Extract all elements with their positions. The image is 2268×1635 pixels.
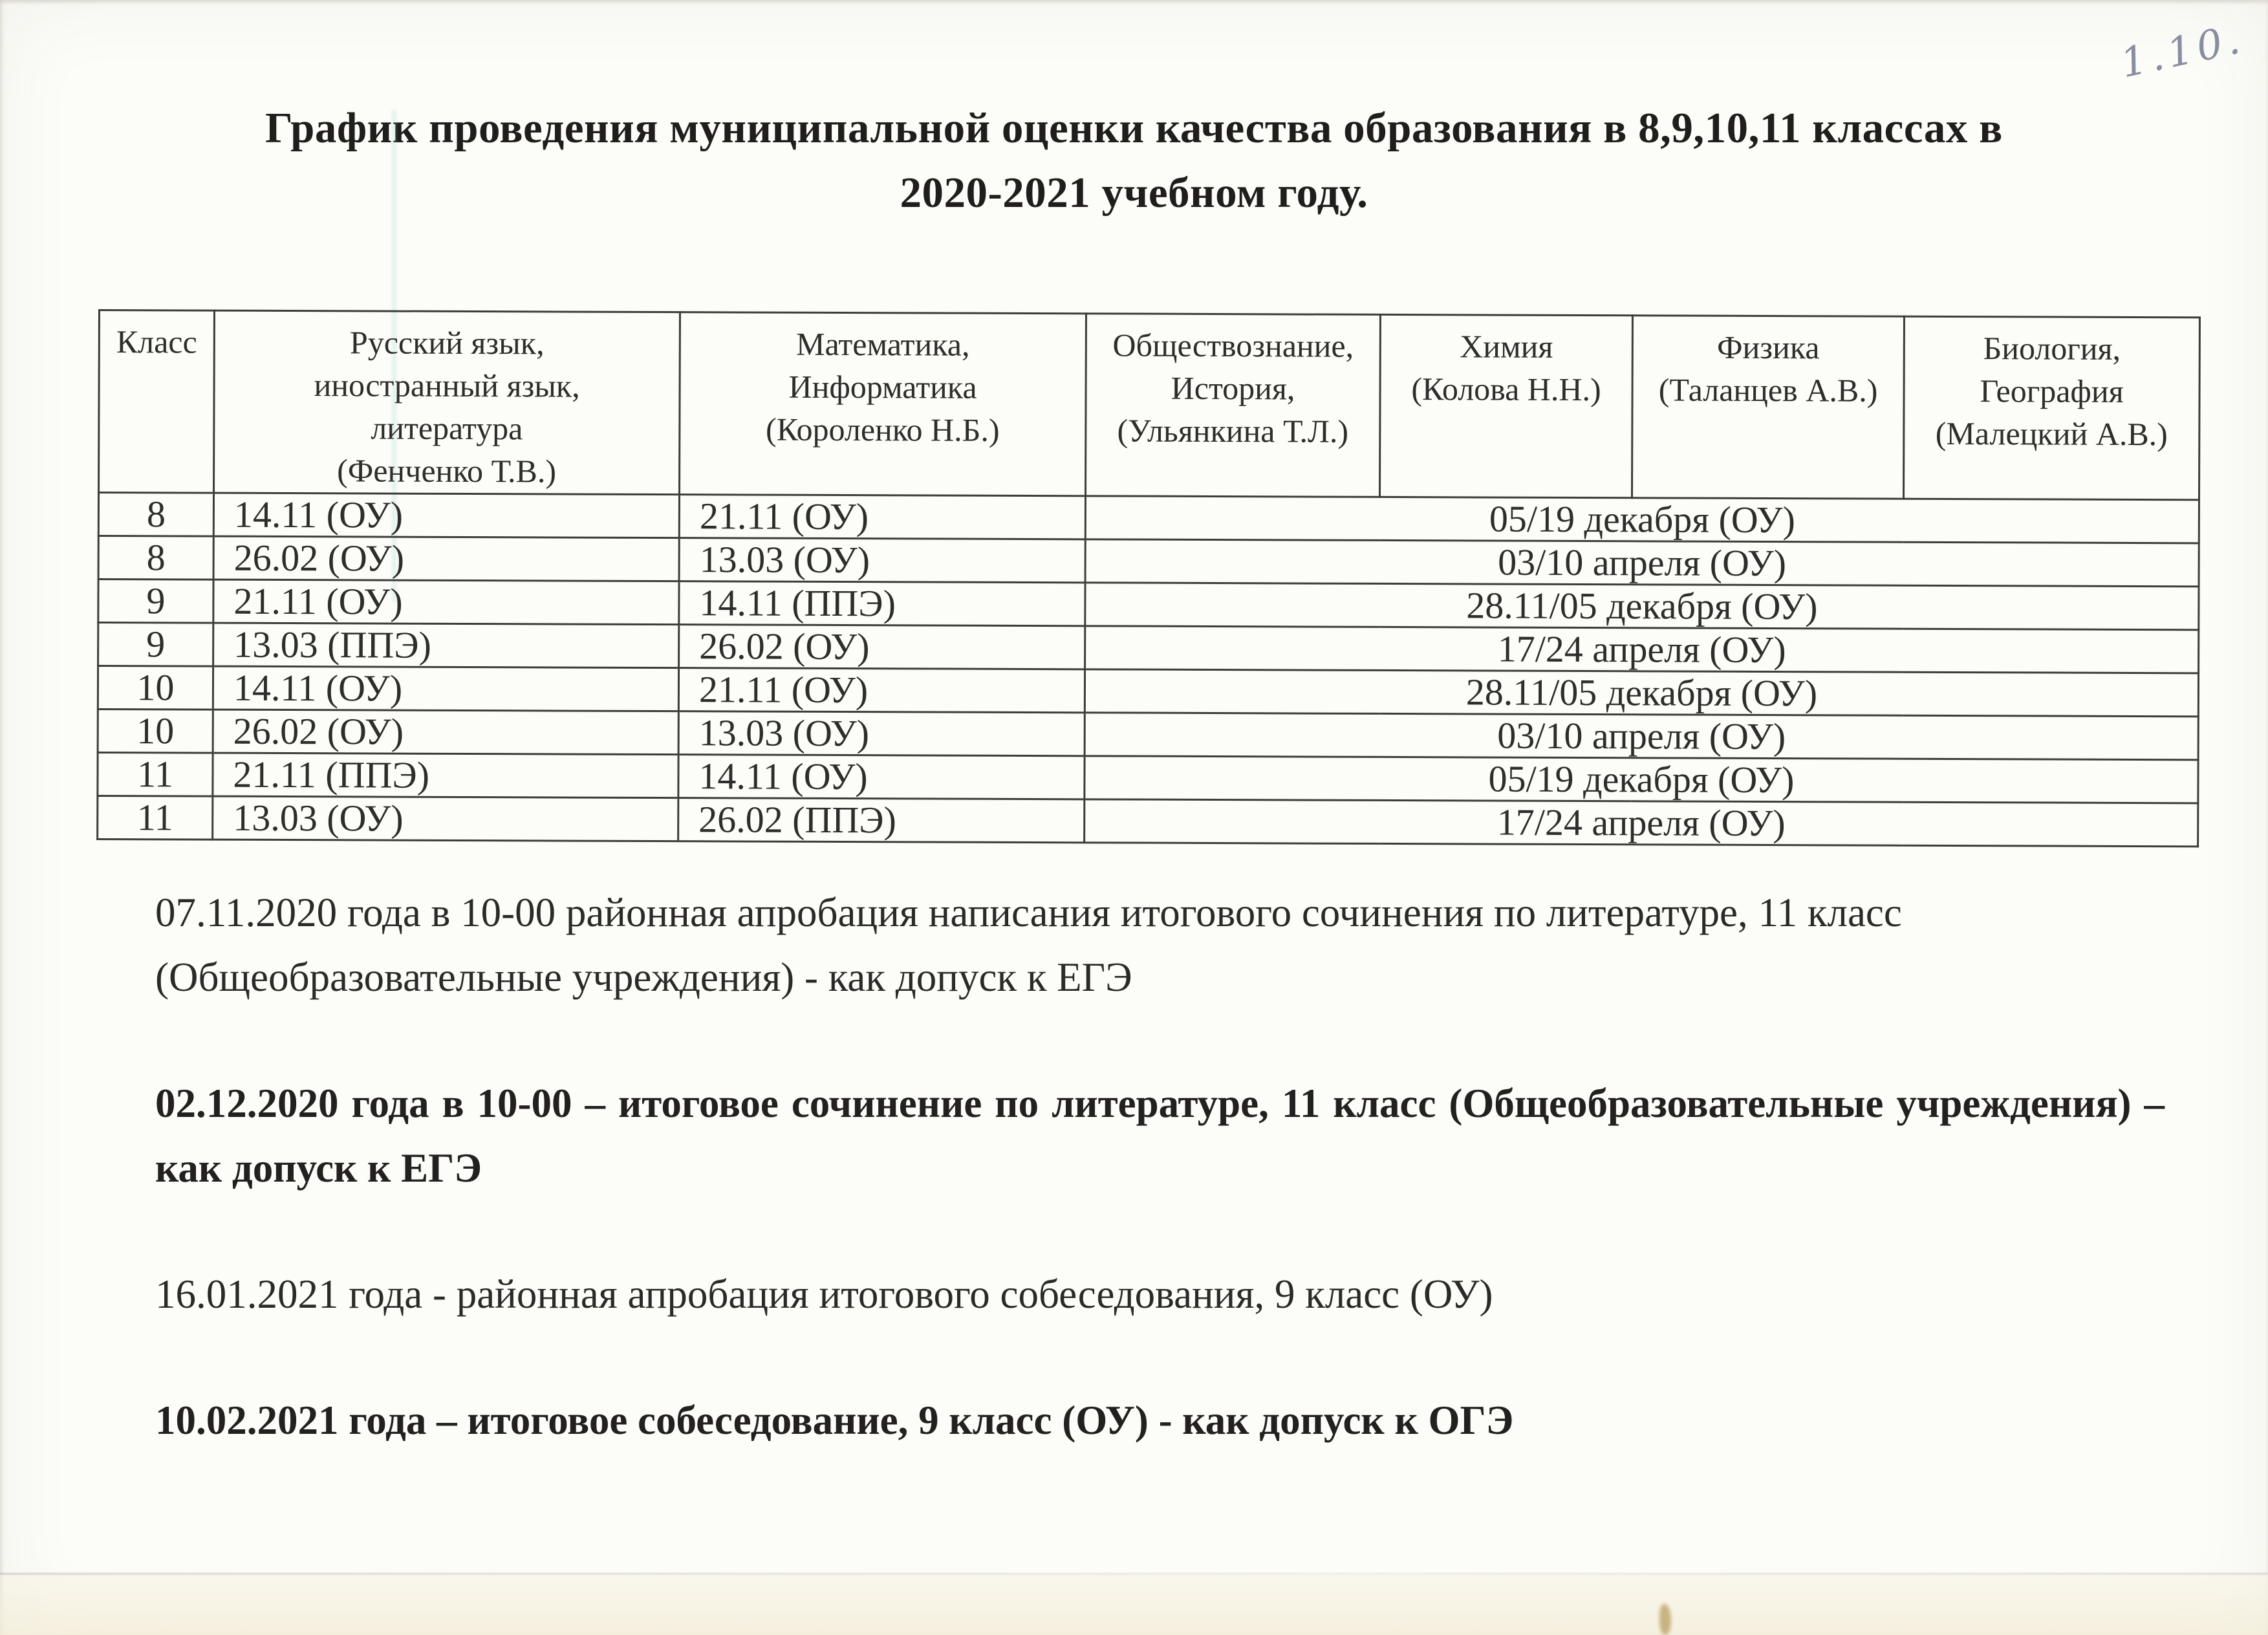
cell-math: 14.11 (ППЭ) — [679, 581, 1085, 626]
table-row — [98, 796, 2198, 847]
note-interview-rehearsal: 16.01.2021 года - районная апробация итогового собеседования, 9 класс (ОУ) — [155, 1272, 1493, 1317]
handwritten-page-number: 1.10. — [2116, 14, 2249, 87]
document-title-line2: 2020-2021 учебном году. — [900, 169, 1368, 217]
cell-grade: 9 — [98, 579, 213, 623]
cell-russian: 14.11 (ОУ) — [213, 493, 679, 538]
table-row — [98, 709, 2198, 760]
cell-other-subjects: 03/10 апреля (ОУ) — [1085, 539, 2199, 587]
cell-russian: 26.02 (ОУ) — [213, 709, 678, 755]
cell-russian: 21.11 (ППЭ) — [213, 753, 678, 798]
header-cell-chemistry: Химия (Колова Н.Н.) — [1379, 314, 1632, 497]
cell-math: 13.03 (ОУ) — [679, 538, 1085, 583]
cell-math: 21.11 (ОУ) — [678, 668, 1085, 713]
cell-grade: 9 — [98, 623, 213, 667]
notes-section — [155, 880, 2165, 1453]
note-final-interview: 10.02.2021 года – итоговое собеседование, 9 класс (ОУ) - как допуск к ОГЭ — [155, 1398, 1514, 1443]
cell-russian: 13.03 (ППЭ) — [213, 623, 679, 668]
cell-grade: 8 — [98, 536, 213, 580]
cell-other-subjects: 28.11/05 декабря (ОУ) — [1085, 669, 2198, 717]
cell-other-subjects: 05/19 декабря (ОУ) — [1085, 756, 2198, 803]
table-row — [98, 536, 2199, 587]
document-title — [0, 0, 2268, 225]
cell-grade: 8 — [98, 493, 213, 537]
table-row — [98, 493, 2199, 543]
cell-russian: 21.11 (ОУ) — [213, 579, 679, 625]
cell-other-subjects: 17/24 апреля (ОУ) — [1085, 799, 2198, 847]
table-row — [98, 579, 2199, 630]
cell-grade: 10 — [98, 709, 213, 753]
header-cell-russian: Русский язык, иностранный язык, литература (Фенченко Т.В.) — [214, 310, 680, 495]
note-final-essay: 02.12.2020 года в 10-00 – итоговое сочинение по литературе, 11 класс (Общеобразовательные учреждения) – как допуск к ЕГЭ — [155, 1081, 2165, 1191]
note-essay-rehearsal: 07.11.2020 года в 10-00 районная апробация написания итогового сочинения по литературе, 11 класс (Общеобразовательные учреждения) - как допуск к ЕГЭ — [155, 890, 1902, 1000]
page-bottom-edge — [0, 1575, 2268, 1635]
cell-grade: 10 — [98, 666, 213, 710]
cell-grade: 11 — [98, 753, 213, 797]
header-row — [99, 310, 2200, 500]
cell-other-subjects: 28.11/05 декабря (ОУ) — [1085, 583, 2199, 630]
cell-other-subjects: 05/19 декабря (ОУ) — [1085, 496, 2199, 543]
cell-russian: 13.03 (ОУ) — [213, 796, 678, 841]
cell-other-subjects: 17/24 апреля (ОУ) — [1085, 626, 2199, 673]
cell-math: 14.11 (ОУ) — [678, 755, 1085, 799]
schedule-table — [96, 309, 2201, 847]
cell-grade: 11 — [98, 796, 213, 840]
scan-stain-artifact — [1659, 1604, 1671, 1635]
table-row — [98, 753, 2198, 803]
cell-math: 26.02 (ОУ) — [679, 625, 1085, 669]
header-cell-math: Математика, Информатика (Короленко Н.Б.) — [680, 312, 1086, 496]
cell-math: 26.02 (ППЭ) — [678, 798, 1085, 843]
header-cell-physics: Физика (Таланцев А.В.) — [1632, 316, 1904, 499]
cell-math: 13.03 (ОУ) — [678, 711, 1085, 756]
document-title-line1: График проведения муниципальной оценки качества образования в 8,9,10,11 классах в — [265, 104, 2003, 152]
table-row — [98, 623, 2199, 673]
cell-russian: 14.11 (ОУ) — [213, 666, 678, 711]
header-cell-class: Класс — [99, 310, 215, 493]
cell-math: 21.11 (ОУ) — [679, 495, 1085, 539]
header-cell-social: Обществознание, История, (Ульянкина Т.Л.) — [1086, 314, 1381, 497]
cell-other-subjects: 03/10 апреля (ОУ) — [1085, 713, 2198, 760]
table-row — [98, 666, 2198, 717]
cell-russian: 26.02 (ОУ) — [213, 536, 679, 581]
header-cell-biology: Биология, География (Малецкий А.В.) — [1903, 316, 2199, 500]
